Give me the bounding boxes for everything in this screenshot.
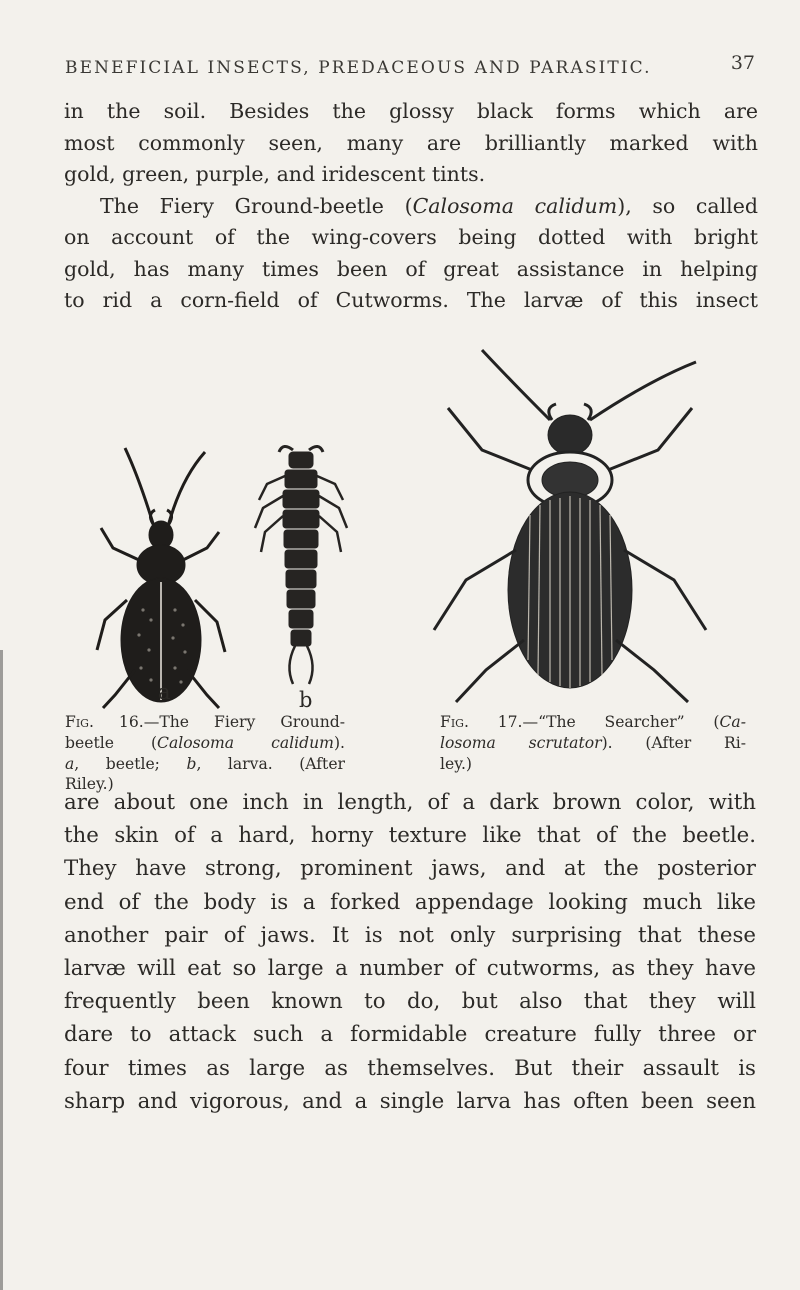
- caption-text: , beetle;: [74, 754, 187, 773]
- figure-label-b: b: [299, 688, 313, 712]
- text-line: the skin of a hard, horny texture like that of the beetle.: [64, 823, 756, 849]
- species-name: Calosoma calidum: [412, 193, 618, 218]
- caption-letter: b: [186, 754, 197, 773]
- text-line: in the soil. Besides the glossy black forms which are: [64, 99, 758, 123]
- text-line: frequently been known to do, but also that they will: [64, 989, 756, 1015]
- figure-16-illustration: [95, 440, 365, 710]
- text-line: most commonly seen, many are brilliantly marked with: [64, 130, 758, 155]
- caption-text: ). (After Ri-: [601, 733, 746, 752]
- running-head-title: BENEFICIAL INSECTS, PREDACEOUS AND PARASITIC.: [65, 58, 652, 78]
- text-line: are about one inch in length, of a dark brown color, with: [64, 790, 756, 815]
- paragraph-top: [64, 96, 758, 317]
- caption-line: [65, 733, 345, 754]
- text-line: sharp and vigorous, and a single larva has often been seen: [64, 1088, 756, 1114]
- figure-17-illustration: [420, 340, 720, 710]
- caption-letter: a: [65, 754, 75, 773]
- text-line: [64, 191, 758, 223]
- page-number: 37: [730, 52, 755, 74]
- paragraph-bottom: [64, 786, 756, 1118]
- text-line: to rid a corn-field of Cutworms. The larvæ of this insect: [64, 288, 758, 312]
- caption-line: [440, 712, 746, 733]
- binding-edge-shadow: [0, 650, 3, 1290]
- species-name: Calosoma calidum: [157, 733, 334, 752]
- figure-label-a: a: [158, 680, 171, 704]
- caption-text: , larva. (After: [196, 754, 346, 773]
- text-line: on account of the wing-covers being dotted with bright: [64, 225, 758, 249]
- text-line: gold, has many times been of great assistance in helping: [64, 256, 758, 281]
- figure-number: Fig. 16.: [65, 713, 144, 731]
- text-line: end of the body is a forked appendage looking much like: [64, 889, 756, 915]
- searcher-beetle-illustration: [434, 350, 706, 702]
- text-fragment: ), so called: [617, 193, 758, 218]
- caption-line: Riley.): [65, 775, 114, 794]
- caption-line: ley.): [440, 754, 472, 773]
- species-name: Ca-: [719, 713, 746, 731]
- text-line: four times as large as themselves. But their assault is: [64, 1055, 756, 1081]
- text-fragment: The Fiery Ground-beetle (: [100, 193, 413, 218]
- text-line: gold, green, purple, and iridescent tints.: [64, 162, 486, 186]
- caption-text: beetle (: [65, 733, 158, 752]
- caption-text: —“The Searcher” (: [522, 713, 720, 731]
- text-line: larvæ will eat so large a number of cutworms, as they have: [64, 956, 756, 982]
- caption-line: [440, 733, 746, 754]
- species-name: losoma scrutator: [440, 733, 602, 752]
- caption-text: —The Fiery Ground-: [143, 713, 345, 731]
- caption-line: [65, 754, 345, 775]
- text-line: They have strong, prominent jaws, and at the posterior: [64, 856, 756, 882]
- beetle-a-illustration: [97, 448, 225, 708]
- caption-text: ).: [333, 733, 345, 752]
- text-line: another pair of jaws. It is not only surprising that these: [64, 922, 756, 948]
- figure-16-caption: [65, 712, 345, 795]
- figure-17-caption: [440, 712, 746, 774]
- figure-number: Fig. 17.: [440, 713, 523, 731]
- text-line: dare to attack such a formidable creature fully three or: [64, 1022, 756, 1048]
- caption-line: [65, 712, 345, 733]
- larva-b-illustration: [255, 446, 347, 684]
- running-head: [65, 52, 755, 78]
